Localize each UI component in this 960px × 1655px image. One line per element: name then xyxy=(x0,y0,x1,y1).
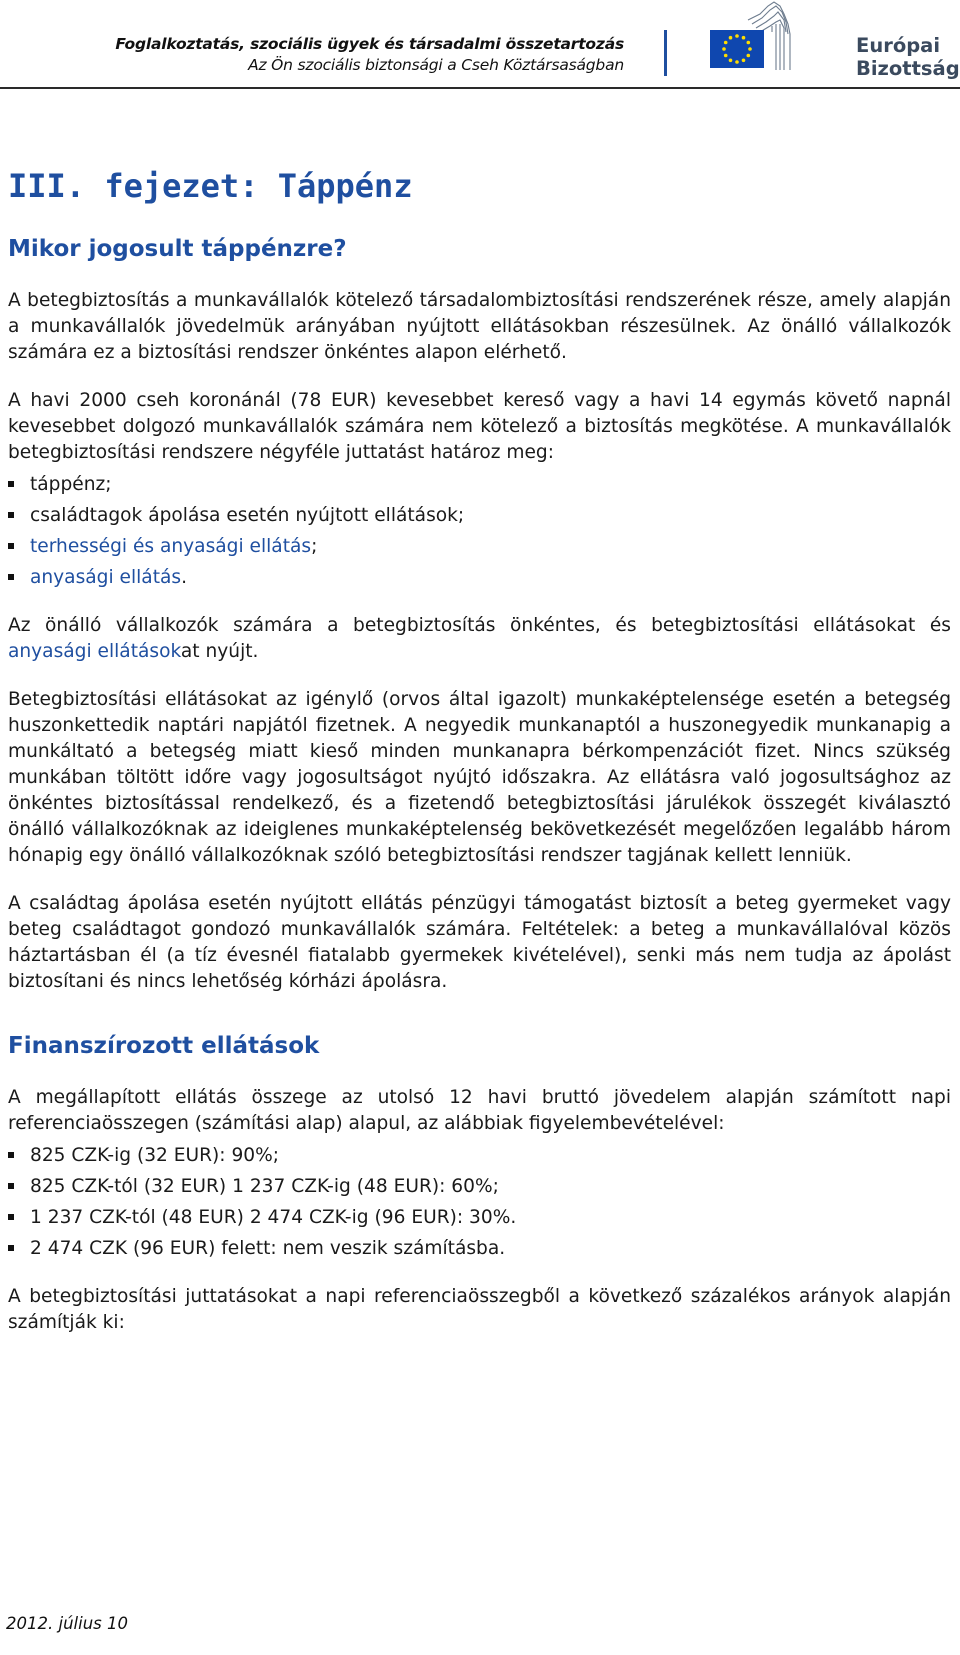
paragraph-family-care: A családtag ápolása esetén nyújtott ellátás pénzügyi támogatást biztosít a beteg gyermeket vagy beteg családtagot gondozó munkavállalók számára. Feltételek: a beteg a munkavállalóval közös háztartásban él (a tíz évesnél fiatalabb gyermekek kivételével), senki más nem tudja az ápolást biztosítani és nincs lehetőség kórházi ápolásra. xyxy=(8,893,951,992)
text-part: at nyújt. xyxy=(180,641,259,662)
list-item xyxy=(8,472,951,498)
eu-label-line1: Európai xyxy=(856,34,941,57)
bullet-icon xyxy=(8,1245,14,1251)
maternity-pregnancy-link[interactable]: terhességi és anyasági ellátás xyxy=(30,536,312,557)
paragraph-conditions: Betegbiztosítási ellátásokat az igénylő (orvos által igazolt) munkaképtelensége esetén a betegség huszonkettedik naptári napjától fizetnek. A negyedik munkanaptól a huszonegyedik munkanapig a munkáltató a betegség miatt kieső minden munkanapra bérkompenzációt fizet. Nincs szükség munkában töltött időre vagy jogosultságot nyújtó időszakra. Az ellátásra való jogosultsághoz az önkéntes biztosítással rendelkező, és a fizetendő betegbiztosítási járulékok összegét kiválasztó önálló vállalkozóknak az ideiglenes munkaképtelenség bekövetkezését megelőzően legalább három hónapig egy önálló vállalkozóknak szóló betegbiztosítási rendszer tagjának kellett lenniük. xyxy=(8,689,951,866)
section-title-eligibility: Mikor jogosult táppénzre? xyxy=(8,236,347,262)
tiers-list xyxy=(8,1143,951,1262)
paragraph-threshold: A havi 2000 cseh koronánál (78 EUR) kevesebbet kereső vagy a havi 14 egymás követő napnál kevesebbet dolgozó munkavállalók számára nem kötelező a biztosítás megkötése. A munkavállalók betegbiztosítási rendszere négyféle juttatást határoz meg: xyxy=(8,390,951,463)
list-item-text: táppénz; xyxy=(30,474,112,495)
paragraph-calculation: A megállapított ellátás összege az utolsó 12 havi bruttó jövedelem alapján számított napi referenciaösszegen (számítási alap) alapul, az alábbiak figyelembevételével: xyxy=(8,1087,951,1134)
paragraph-self-employed xyxy=(8,613,951,665)
list-item xyxy=(8,1205,951,1231)
document-body xyxy=(8,150,951,1336)
list-item xyxy=(8,503,951,529)
page-header xyxy=(0,0,960,88)
list-item-text: 1 237 CZK-tól (48 EUR) 2 474 CZK-ig (96 EUR): 30%. xyxy=(30,1207,517,1228)
chapter-title: III. fejezet: Táppénz xyxy=(8,167,413,205)
header-text xyxy=(115,34,624,76)
eu-label-line2: Bizottság xyxy=(856,57,960,80)
list-item xyxy=(8,534,951,560)
list-item xyxy=(8,1174,951,1200)
maternity-benefit-link[interactable]: anyasági ellátás xyxy=(30,567,182,588)
section-title-benefits: Finanszírozott ellátások xyxy=(8,1033,320,1059)
list-item-text: 825 CZK-ig (32 EUR): 90%; xyxy=(30,1145,280,1166)
list-item-suffix: ; xyxy=(311,536,318,557)
list-item-text: 2 474 CZK (96 EUR) felett: nem veszik számításba. xyxy=(30,1238,506,1259)
list-item-text: 825 CZK-tól (32 EUR) 1 237 CZK-ig (48 EUR): 60%; xyxy=(30,1176,499,1197)
list-item-text: családtagok ápolása esetén nyújtott ellátások; xyxy=(30,505,465,526)
header-divider xyxy=(664,30,667,76)
bullet-icon xyxy=(8,481,14,487)
list-item-suffix: . xyxy=(181,567,187,588)
header-rule xyxy=(0,87,960,89)
list-item xyxy=(8,565,951,591)
bullet-icon xyxy=(8,1214,14,1220)
bullet-icon xyxy=(8,1152,14,1158)
header-department: Foglalkoztatás, szociális ügyek és társadalmi összetartozás xyxy=(115,35,624,53)
benefits-list xyxy=(8,472,951,591)
text-part: Az önálló vállalkozók számára a betegbiztosítás önkéntes, és betegbiztosítási ellátásokat és xyxy=(8,615,951,636)
bullet-icon xyxy=(8,1183,14,1189)
bullet-icon xyxy=(8,574,14,580)
bullet-icon xyxy=(8,543,14,549)
paragraph-intro: A betegbiztosítás a munkavállalók kötelező társadalombiztosítási rendszerének része, amely alapján a munkavállalók jövedelmük arányában nyújtott ellátásokban részesülnek. Az önálló vállalkozók számára ez a biztosítási rendszer önkéntes alapon elérhető. xyxy=(8,290,951,363)
header-subtitle: Az Ön szociális biztonsági a Cseh Köztársaságban xyxy=(248,56,624,74)
paragraph-percentages: A betegbiztosítási juttatásokat a napi referenciaösszegből a következő százalékos arányok alapján számítják ki: xyxy=(8,1286,951,1333)
list-item xyxy=(8,1143,951,1169)
bullet-icon xyxy=(8,512,14,518)
footer-date: 2012. július 10 xyxy=(6,1614,128,1633)
eu-commission-label xyxy=(856,34,960,80)
list-item xyxy=(8,1236,951,1262)
maternity-benefits-link[interactable]: anyasági ellátások xyxy=(8,641,181,662)
